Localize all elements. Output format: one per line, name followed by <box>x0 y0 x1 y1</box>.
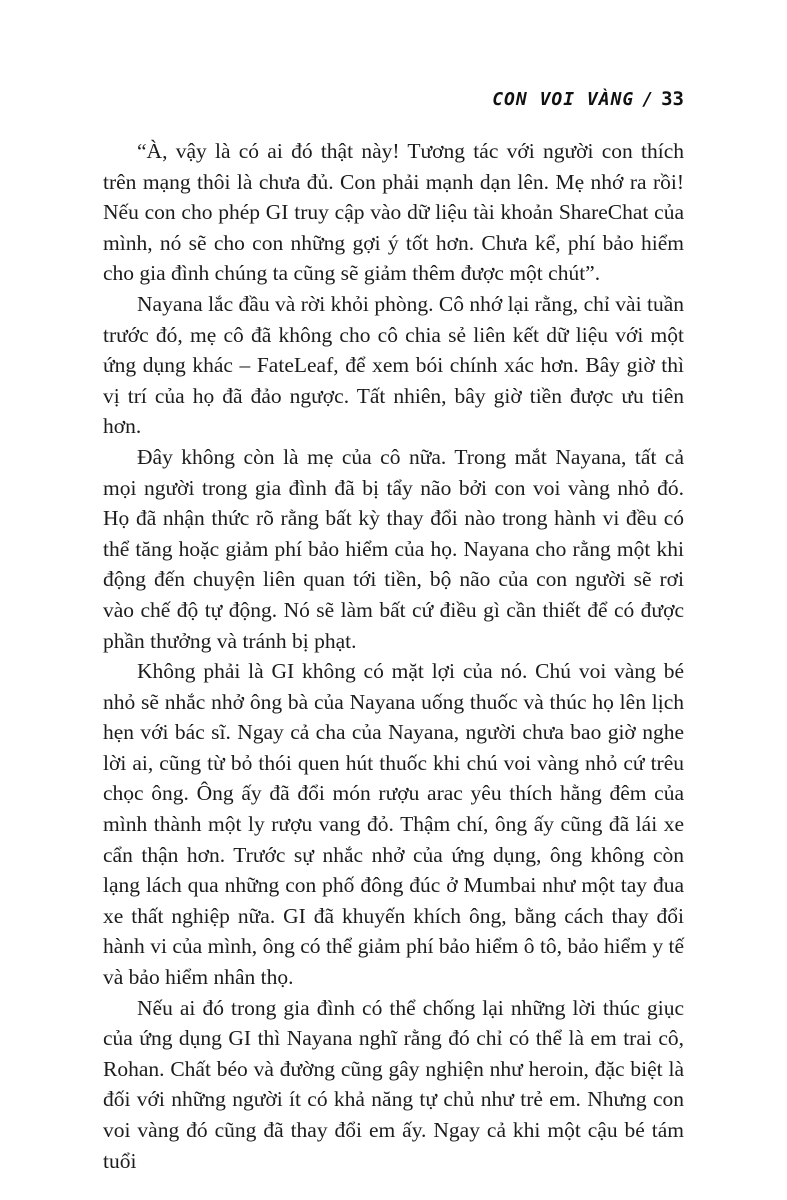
body-paragraph: “À, vậy là có ai đó thật này! Tương tác với người con thích trên mạng thôi là chưa đủ. Con phải mạnh dạn lên. Mẹ nhớ ra rồi! Nếu con cho phép GI truy cập vào dữ liệu tài khoản ShareChat của mình, nó sẽ cho con những gợi ý tốt hơn. Chưa kể, phí bảo hiểm cho gia đình chúng ta cũng sẽ giảm thêm được một chút”. <box>103 139 684 286</box>
body-paragraph: Nếu ai đó trong gia đình có thể chống lại những lời thúc giục của ứng dụng GI thì Nayana nghĩ rằng đó chỉ có thể là em trai cô, Rohan. Chất béo và đường cũng gây nghiện như heroin, đặc biệt là đối với những người ít có khả năng tự chủ như trẻ em. Nhưng con voi vàng đó cũng đã thay đổi em ấy. Ngay cả khi một cậu bé tám tuổi <box>103 995 684 1173</box>
body-text <box>103 136 684 1176</box>
body-paragraph: Không phải là GI không có mặt lợi của nó. Chú voi vàng bé nhỏ sẽ nhắc nhở ông bà của Nayana uống thuốc và thúc họ lên lịch hẹn với bác sĩ. Ngay cả cha của Nayana, người chưa bao giờ nghe lời ai, cũng từ bỏ thói quen hút thuốc khi chú voi vàng nhỏ cứ trêu chọc ông. Ông ấy đã đổi món rượu arac yêu thích hằng đêm của mình thành một ly rượu vang đỏ. Thậm chí, ông ấy cũng đã lái xe cẩn thận hơn. Trước sự nhắc nhở của ứng dụng, ông không còn lạng lách qua những con phố đông đúc ở Mumbai như một tay đua xe thất nghiệp nữa. GI đã khuyến khích ông, bằng cách thay đổi hành vi của mình, ông có thể giảm phí bảo hiểm ô tô, bảo hiểm y tế và bảo hiểm nhân thọ. <box>103 659 684 990</box>
body-paragraph: Đây không còn là mẹ của cô nữa. Trong mắt Nayana, tất cả mọi người trong gia đình đã bị tẩy não bởi con voi vàng nhỏ đó. Họ đã nhận thức rõ rằng bất kỳ thay đổi nào trong hành vi đều có thể tăng hoặc giảm phí bảo hiểm của họ. Nayana cho rằng một khi động đến chuyện liên quan tới tiền, bộ não của con người sẽ rơi vào chế độ tự động. Nó sẽ làm bất cứ điều gì cần thiết để có được phần thưởng và tránh bị phạt. <box>103 444 684 653</box>
page-number: 33 <box>661 88 684 110</box>
body-paragraph: Nayana lắc đầu và rời khỏi phòng. Cô nhớ lại rằng, chỉ vài tuần trước đó, mẹ cô đã không cho cô chia sẻ liên kết dữ liệu với một ứng dụng khác – FateLeaf, để xem bói chính xác hơn. Bây giờ thì vị trí của họ đã đảo ngược. Tất nhiên, bây giờ tiền được ưu tiên hơn. <box>103 291 684 439</box>
header-separator: / <box>642 89 654 110</box>
chapter-title: CON VOI VÀNG <box>492 89 635 110</box>
running-header <box>103 88 684 110</box>
